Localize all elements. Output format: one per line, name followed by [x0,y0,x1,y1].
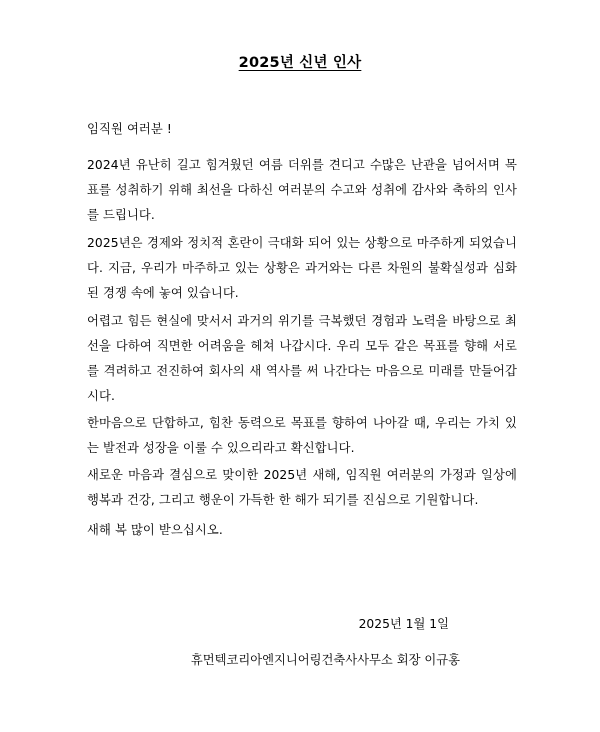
paragraph-text: 한마음으로 단합하고, 힘찬 동력으로 목표를 향하여 나아갈 때, 우리는 가치 있는 발전과 성장을 이룰 수 있으리라고 확신합니다. [87,416,517,455]
letter-date: 2025년 1월 1일 [358,617,449,631]
paragraph-text: 2024년 유난히 길고 힘겨웠던 여름 더위를 견디고 수많은 난관을 넘어서며 목표를 성취하기 위해 최선을 다하신 여러분의 수고와 성취에 감사와 축하의 인사를 드립니다. [87,158,517,222]
signature-line: 휴먼텍코리아엔지니어링건축사사무소 회장 이규홍 [190,653,460,667]
paragraph-text: 2025년은 경제와 정치적 혼란이 극대화 되어 있는 상황으로 마주하게 되었습니다. 지금, 우리가 마주하고 있는 상황은 과거와는 다른 차원의 불확실성과 심화된 경쟁 속에 놓여 있습니다. [87,236,517,300]
paragraph-text: 새로운 마음과 결심으로 맞이한 2025년 새해, 임직원 여러분의 가정과 일상에 행복과 건강, 그리고 행운이 가득한 한 해가 되기를 진심으로 기원합니다. [87,468,517,507]
paragraph-3 [87,309,517,409]
paragraph-1 [87,153,517,228]
paragraph-2 [87,231,517,306]
paragraph-text: 어렵고 힘든 현실에 맞서서 과거의 위기를 극복했던 경험과 노력을 바탕으로 최선을 다하여 직면한 어려움을 헤쳐 나갑시다. 우리 모두 같은 목표를 향해 서로를 격려하고 전진하여 회사의 새 역사를 써 나간다는 마음으로 미래를 만들어갑시다. [87,314,517,403]
greeting [87,117,517,142]
greeting-text: 임직원 여러분 ! [87,122,172,136]
paragraph-5 [87,463,517,513]
paragraph-4 [87,411,517,461]
closing-line [87,518,517,543]
closing-text: 새해 복 많이 받으십시오. [87,523,223,537]
document-title: 2025년 신년 인사 [238,55,362,71]
